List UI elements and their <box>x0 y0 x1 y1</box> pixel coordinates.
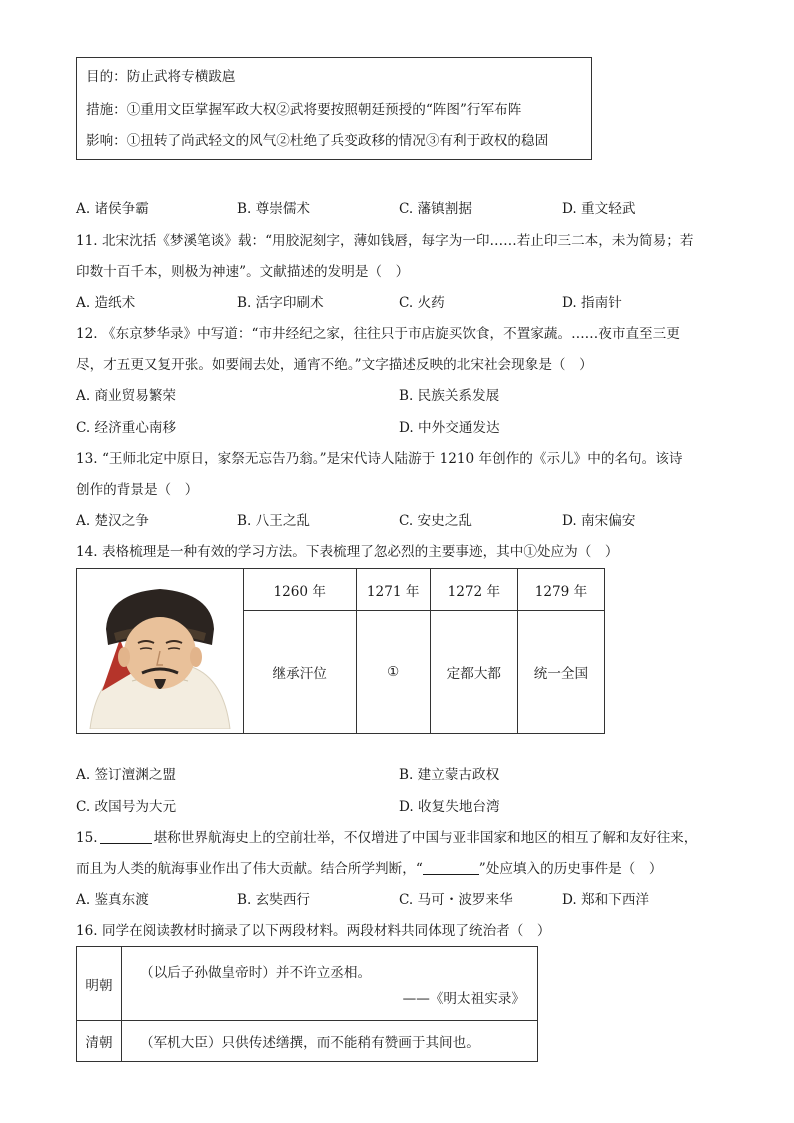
q13-option-d[interactable]: D. 南宋偏安 <box>562 513 636 529</box>
q11-option-c[interactable]: C. 火药 <box>399 295 445 311</box>
q13-option-b[interactable]: B. 八王之乱 <box>237 513 311 529</box>
info-purpose: 目的：防止武将专横跋扈 <box>86 69 236 85</box>
q11-option-d[interactable]: D. 指南针 <box>562 295 622 311</box>
q11-option-a[interactable]: A. 造纸术 <box>76 295 136 311</box>
q15-stem-line2 <box>76 860 662 878</box>
q15-option-d[interactable]: D. 郑和下西洋 <box>562 892 650 908</box>
q11-stem-line1: 11. 北宋沈括《梦溪笔谈》载：“用胶泥刻字，薄如钱唇，每字为一印……若止印三二本，未为简易；若 <box>76 233 694 249</box>
year-1279: 1279 年 <box>517 569 604 611</box>
q15-number: 15. <box>76 830 98 846</box>
info-impact: 影响：①扭转了尚武轻文的风气②杜绝了兵变政移的情况③有利于政权的稳固 <box>86 133 549 149</box>
q15-option-b[interactable]: B. 玄奘西行 <box>237 892 311 908</box>
row-text-qing: （军机大臣）只供传述缮撰，而不能稍有赞画于其间也。 <box>122 1021 538 1062</box>
q11-option-b[interactable]: B. 活字印刷术 <box>237 295 324 311</box>
q15-stem-text-1: 堪称世界航海史上的空前壮举，不仅增进了中国与亚非国家和地区的相互了解和友好往来， <box>153 830 698 846</box>
kublai-events-table <box>76 568 605 734</box>
q13-option-a[interactable]: A. 楚汉之争 <box>76 513 149 529</box>
q13-stem-line2: 创作的背景是（ ） <box>76 482 199 498</box>
q15-option-c[interactable]: C. 马可・波罗来华 <box>399 892 513 908</box>
q13-stem-line1: 13. “王师北定中原日，家祭无忘告乃翁。”是宋代诗人陆游于 1210 年创作的《示儿》中的名句。该诗 <box>76 451 683 467</box>
q14-stem: 14. 表格梳理是一种有效的学习方法。下表梳理了忽必烈的主要事迹，其中①处应为（ ） <box>76 544 619 560</box>
kublai-khan-portrait <box>80 569 240 729</box>
q13-option-c[interactable]: C. 安史之乱 <box>399 513 472 529</box>
q10-option-b[interactable]: B. 尊崇儒术 <box>237 201 311 217</box>
q10-option-a[interactable]: A. 诸侯争霸 <box>76 201 149 217</box>
q15-blank-1 <box>100 829 152 844</box>
ming-source: ——《明太祖实录》 <box>402 990 525 1007</box>
q12-option-d[interactable]: D. 中外交通发达 <box>399 420 500 436</box>
q12-stem-line2: 尽，才五更又复开张。如要闹去处，通宵不绝。”文字描述反映的北宋社会现象是（ ） <box>76 357 593 373</box>
portrait-cell <box>77 569 244 734</box>
q12-option-c[interactable]: C. 经济重心南移 <box>76 420 177 436</box>
q10-option-d[interactable]: D. 重文轻武 <box>562 201 636 217</box>
q15-stem-text-2a: 而且为人类的航海事业作出了伟大贡献。结合所学判断，“ <box>76 861 423 877</box>
q12-option-b[interactable]: B. 民族关系发展 <box>399 388 500 404</box>
q16-material-table <box>76 946 538 1062</box>
info-box <box>76 57 592 160</box>
q11-stem-line2: 印数十百千本，则极为神速”。文献描述的发明是（ ） <box>76 264 410 280</box>
event-1271-blank: ① <box>356 611 430 734</box>
row-label-ming: 明朝 <box>77 947 122 1021</box>
q16-stem: 16. 同学在阅读教材时摘录了以下两段材料。两段材料共同体现了统治者（ ） <box>76 923 551 939</box>
q12-stem-line1: 12. 《东京梦华录》中写道：“市井经纪之家，往往只于市店旋买饮食，不置家蔬。……夜市直至三更 <box>76 326 680 342</box>
q15-option-a[interactable]: A. 鉴真东渡 <box>76 892 149 908</box>
q12-option-a[interactable]: A. 商业贸易繁荣 <box>76 388 177 404</box>
q15-stem-line1 <box>76 829 697 847</box>
event-1272: 定都大都 <box>430 611 517 734</box>
event-1279: 统一全国 <box>517 611 604 734</box>
q14-option-c[interactable]: C. 改国号为大元 <box>76 799 177 815</box>
q15-blank-2 <box>423 860 479 875</box>
year-1260: 1260 年 <box>243 569 356 611</box>
q14-option-b[interactable]: B. 建立蒙古政权 <box>399 767 500 783</box>
q14-option-d[interactable]: D. 收复失地台湾 <box>399 799 500 815</box>
q14-option-a[interactable]: A. 签订澶渊之盟 <box>76 767 177 783</box>
year-1271: 1271 年 <box>356 569 430 611</box>
year-1272: 1272 年 <box>430 569 517 611</box>
ming-quote: （以后子孙做皇帝时）并不许立丞相。 <box>140 964 372 981</box>
q10-option-c[interactable]: C. 藩镇割据 <box>399 201 472 217</box>
q15-stem-text-2b: ”处应填入的历史事件是（ ） <box>478 861 663 877</box>
row-text-ming <box>122 947 538 1021</box>
row-label-qing: 清朝 <box>77 1021 122 1062</box>
event-1260: 继承汗位 <box>243 611 356 734</box>
info-measures: 措施：①重用文臣掌握军政大权②武将要按照朝廷预授的“阵图”行军布阵 <box>86 102 522 118</box>
